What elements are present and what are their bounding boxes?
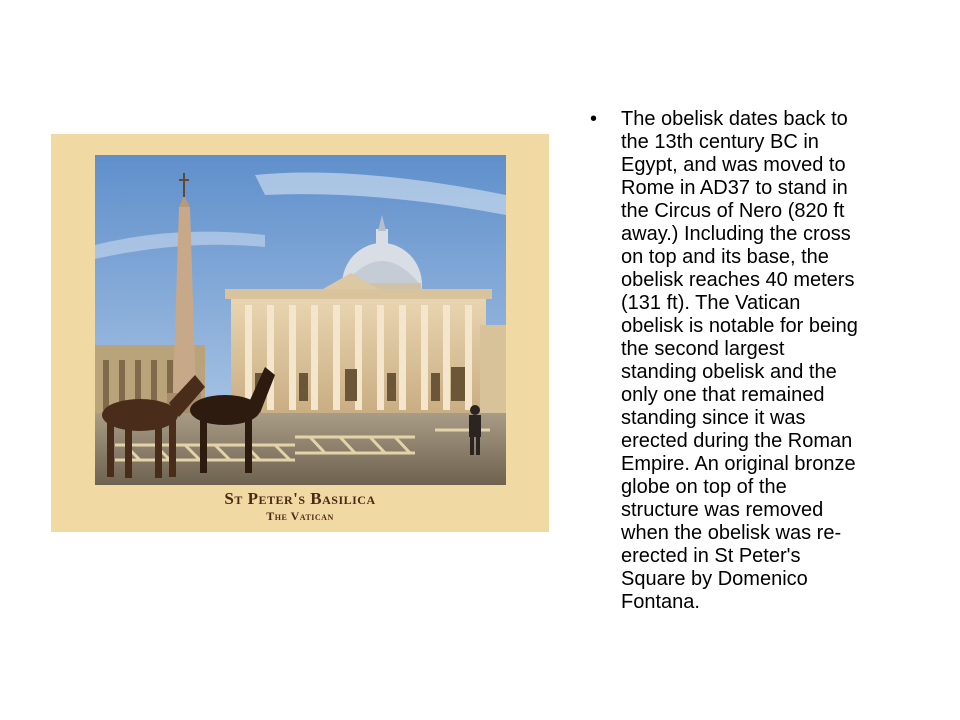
bullet-text: The obelisk dates back to the 13th century BC in Egypt, and was moved to Rome in AD37 to stand in the Circus of Nero (820 ft away.) Including the cross on top and its base, the obelisk reaches 40 meters (131 ft). The Vatican obelisk is notable for being the second largest standing obelisk and the only one that remained standing since it was erected during the Roman Empire. An original bronze globe on top of the structure was removed when the obelisk was re- erected in St Peter's Square by Domenico Fontana. — [621, 108, 858, 613]
postcard-subtitle: The Vatican — [266, 509, 334, 523]
basilica-photo — [95, 155, 506, 485]
postcard-title: St Peter's Basilica — [224, 489, 376, 508]
postcard-image — [51, 134, 549, 532]
bullet-marker: • — [590, 108, 598, 130]
